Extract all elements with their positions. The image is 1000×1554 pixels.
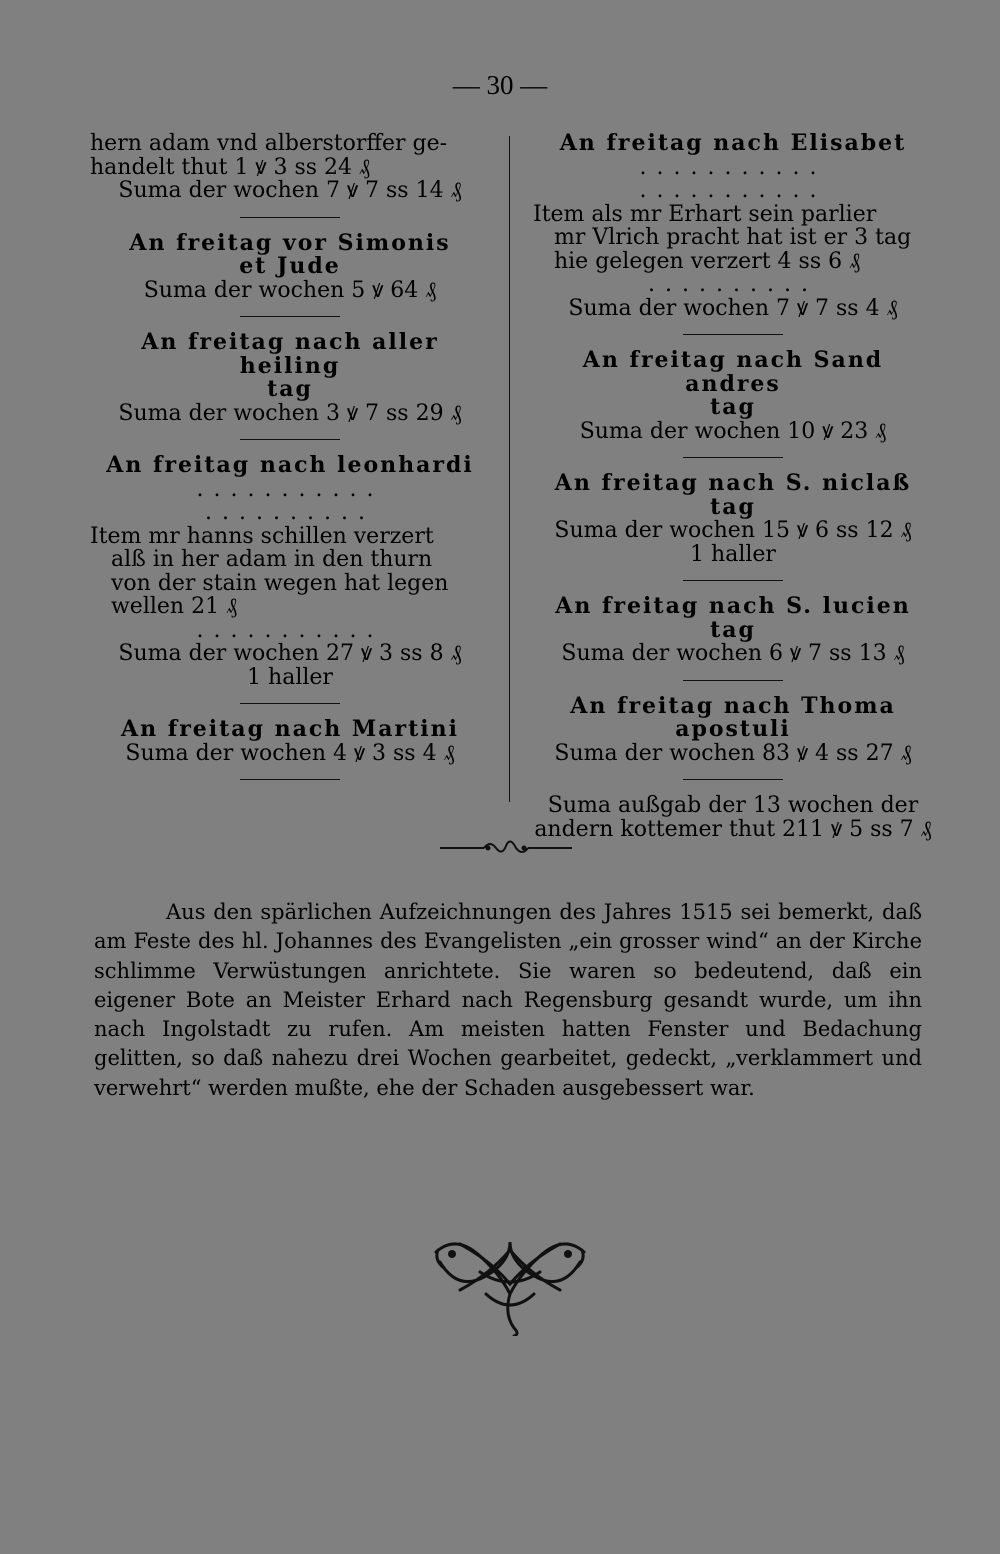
section-rule [240,703,340,704]
entry-heading: tag [710,394,756,420]
section-rule [683,334,783,335]
entry-heading: An freitag nach S. lucien tag [555,593,911,643]
entry-line: 1 haller [690,541,776,567]
entry-line: von der stain wegen hat legen [90,570,449,596]
left-column [90,132,490,794]
section-rule [683,580,783,581]
ellipsis-line: ........... [196,476,384,502]
ellipsis-line: ........... [196,617,384,643]
entry-line: Suma der wochen 27 ꝟ 3 ss 8 ₰ [118,641,462,666]
entry-heading: An freitag vor Simonis [129,229,451,256]
section-rule [683,680,783,681]
section-rule [683,457,783,458]
entry-line: wellen 21 ₰ [90,594,238,619]
entry-line: Suma der wochen 4 ꝟ 3 ss 4 ₰ [125,740,455,766]
entry-line: Suma der wochen 3 ꝟ 7 ss 29 ₰ [118,400,462,426]
entry-line: Suma der wochen 6 ꝟ 7 ss 13 ₰ [561,641,905,666]
entry-line: Suma der wochen 7 ꝟ 7 ss 4 ₰ [568,295,898,321]
tailpiece-ornament [430,1232,590,1336]
entry-line: Suma der wochen 83 ꝟ 4 ss 27 ₰ [554,740,912,766]
entry-heading: An freitag nach aller heiling [141,329,439,379]
entry-heading: tag [267,376,313,402]
entry-heading: An freitag nach Elisabet [559,130,907,156]
section-rule [240,439,340,440]
entry-heading: An freitag nach Martini [121,716,459,742]
entry-line: Suma der wochen 7 ꝟ 7 ss 14 ₰ [118,178,462,203]
entry-heading: An freitag nach leonhardi [106,452,474,478]
small-divider-ornament [436,836,576,860]
entry-line: hie gelegen verzert 4 ss 6 ₰ [533,248,861,274]
entry-line: andern kottemer thut 211 ꝟ 5 ss 7 ₰ [534,816,932,842]
entry-heading: An freitag nach Sand andres [582,347,884,397]
section-rule [240,217,340,218]
entry-line: alß in her adam in den thurn [90,547,433,572]
paragraph-text: Aus den spärlichen Aufzeichnungen des Jahres 1515 sei bemerkt, daß am Feste des hl. Johannes des Evangelisten „ein grosser wind“ an der Kirche schlimme Verwüstungen anrichtete. Sie waren so bedeutend, daß ein eigener Bote an Meister Erhard nach Regensburg gesandt wurde, um ihn nach Ingolstadt zu rufen. Am meisten hatten Fenster und Bedachung gelitten, so daß nahezu drei Wochen gearbeitet, gedeckt, „verklammert und verwehrt“ werden mußte, ehe der Schaden ausgebessert war. [94,900,922,1100]
section-rule [683,779,783,780]
ellipsis-line: .......... [648,272,818,297]
column-divider [509,136,510,802]
section-rule [240,779,340,780]
entry-line: 1 haller [247,664,333,690]
ellipsis-line: .......... [205,500,375,525]
ellipsis-line: ........... [639,178,827,203]
entry-line: Item mr hanns schillen verzert [90,523,434,549]
entry-line: Suma der wochen 10 ꝟ 23 ₰ [579,418,887,444]
entry-line: hern adam vnd alberstorffer ge- [90,131,448,156]
page-number: — 30 — [452,70,548,100]
right-column [533,132,933,841]
entry-line: Suma außgab der 13 wochen der [547,793,919,818]
entry-line: Suma der wochen 15 ꝟ 6 ss 12 ₰ [554,518,912,543]
section-rule [240,316,340,317]
entry-line: mr Vlrich pracht hat ist er 3 tag [533,225,912,250]
entry-heading: apostuli [675,716,791,742]
entry-heading: An freitag nach Thoma [570,692,896,719]
body-paragraph [94,898,922,1103]
entry-heading: An freitag nach S. niclaß tag [554,470,912,520]
entry-heading: et Jude [239,253,341,279]
entry-line: Item als mr Erhart sein parlier [533,201,877,227]
ellipsis-line: ........... [639,154,827,180]
entry-line: handelt thut 1 ꝟ 3 ss 24 ₰ [90,154,371,180]
entry-line: Suma der wochen 5 ꝟ 64 ₰ [143,277,437,303]
